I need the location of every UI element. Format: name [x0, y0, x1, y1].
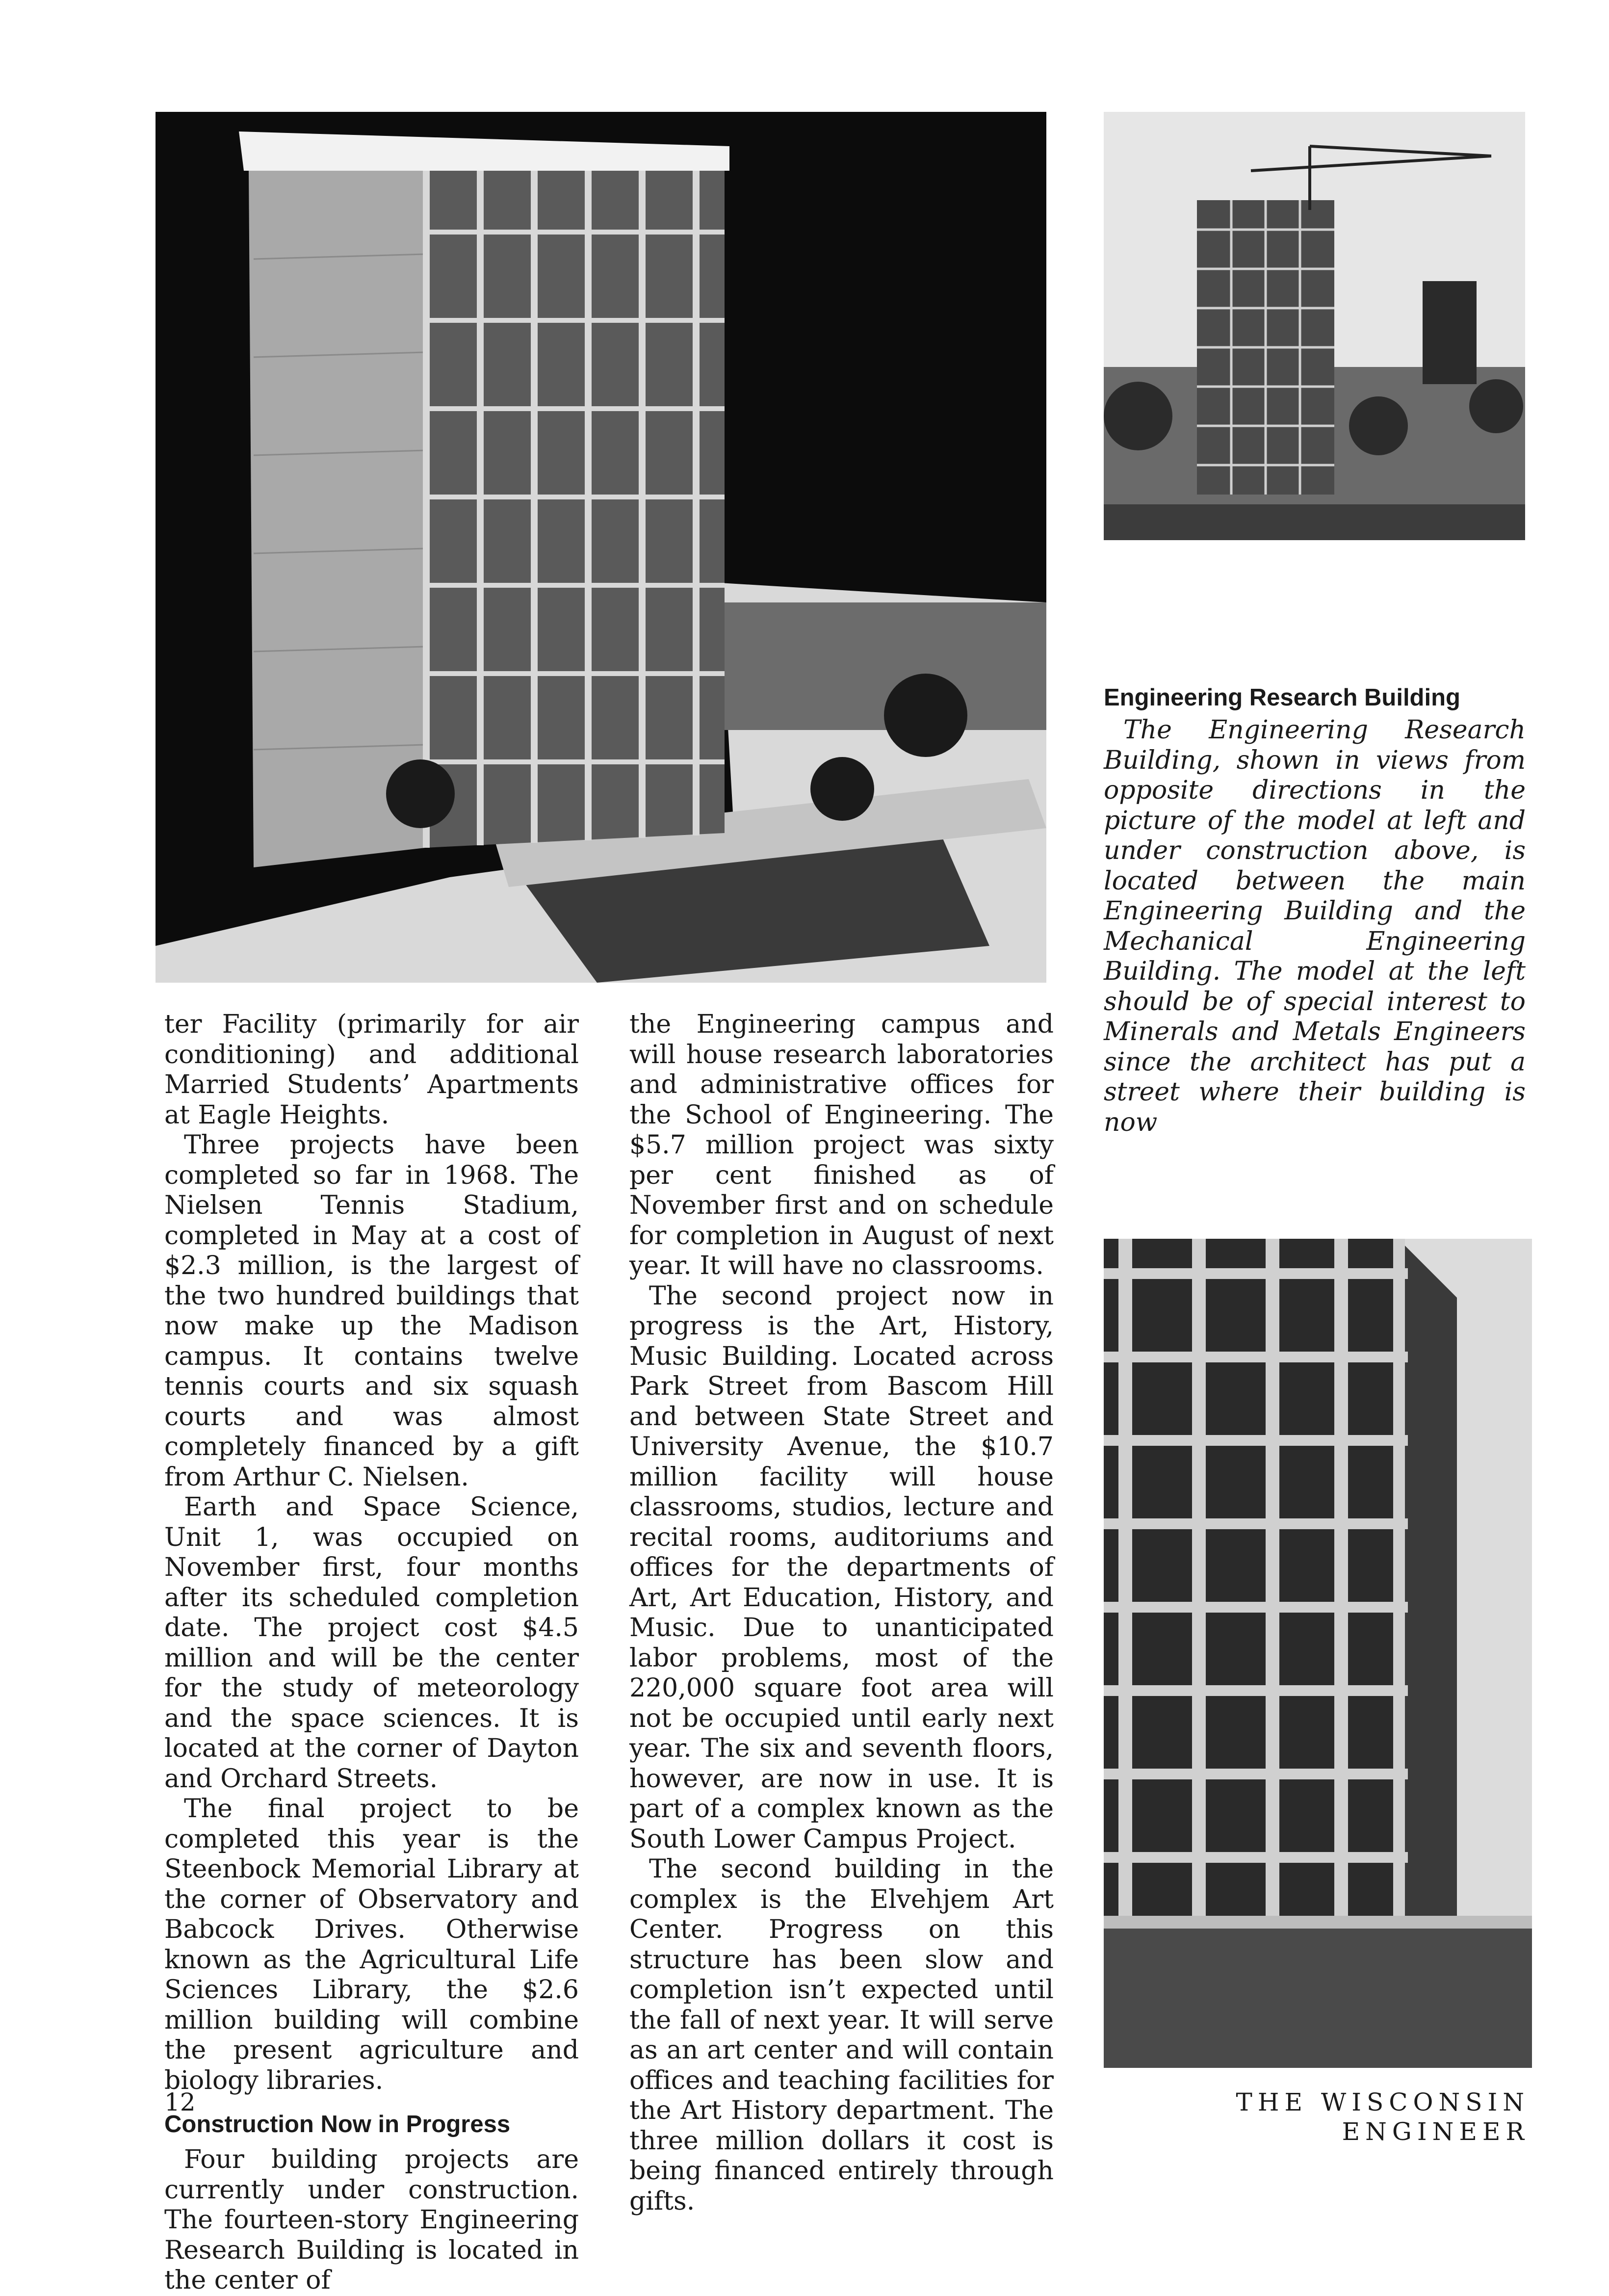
page-number: 12: [164, 2088, 196, 2116]
article-paragraph: Earth and Space Science, Unit 1, was occupied on November first, four months after its scheduled completion date. The project cost $4.5 million and will be the center for the study of meteorology and the space sciences. It is located at the corner of Dayton and Orchard Streets.: [164, 1492, 579, 1794]
article-paragraph: The final project to be completed this year is the Steenbock Memorial Library at the corner of Observatory and Babcock Drives. Otherwise known as the Agricultural Life Sciences Library, the $2.6 million building will combine the present agriculture and biology libraries.: [164, 1794, 579, 2095]
journal-name: THE WISCONSIN ENGINEER: [1236, 2088, 1530, 2146]
construction-frame-photo: [1104, 1239, 1532, 2068]
crane-building-icon: [1104, 112, 1525, 540]
article-left-column: [164, 1010, 579, 2296]
article-paragraph: Three projects have been completed so far in 1968. The Nielsen Tennis Stadium, completed in May at a cost of $2.3 million, is the largest of the two hundred buildings that now make up the Madison campus. It contains twelve tennis courts and six squash courts and was almost completely financed by a gift from Arthur C. Nielsen.: [164, 1130, 579, 1492]
caption-heading: Engineering Research Building: [1104, 684, 1460, 711]
caption-body: The Engineering Research Building, shown in views from opposite directions in the picture of the model at left and under construction above, is located between the main Engineering Building and the Mechanical Engineering Building. The model at the left should be of special interest to Minerals and Metals Engineers since the architect has put a street where their building is now: [1104, 715, 1526, 1137]
photo-caption: [1104, 683, 1526, 1138]
article-paragraph: the Engineering campus and will house research laboratories and administrative offices for the School of Engineering. The $5.7 million project was sixty per cent finished as of November first and on schedule for completion in August of next year. It will have no classrooms.: [629, 1010, 1054, 1280]
article-paragraph: Four building projects are currently under construction. The fourteen-story Engineering Research Building is located in the center of: [164, 2145, 579, 2295]
article-paragraph: ter Facility (primarily for air conditioning) and additional Married Students’ Apartments at Eagle Heights.: [164, 1010, 579, 1130]
article-middle-column: [629, 1010, 1054, 2217]
section-heading: Construction Now in Progress: [164, 2111, 511, 2138]
article-paragraph: The second project now in progress is the Art, History, Music Building. Located across Park Street from Bascom Hill and between State Street and University Avenue, the $10.7 million facility will house classrooms, studios, lecture and recital rooms, auditoriums and offices for the departments of Art, Art Education, History, and Music. Due to unanticipated labor problems, most of the 220,000 square foot area will not be occupied until early next year. The six and seventh floors, however, are now in use. It is part of a complex known as the South Lower Campus Project.: [629, 1281, 1054, 1854]
article-paragraph: The second building in the complex is the Elvehjem Art Center. Progress on this structure has been slow and completion isn’t expected until the fall of next year. It will serve as an art center and will contain offices and teaching facilities for the Art History department. The three million dollars it cost is being financed entirely through gifts.: [629, 1854, 1054, 2216]
building-model-icon: [156, 112, 1046, 983]
building-model-photo: [156, 112, 1046, 983]
construction-crane-photo: [1104, 112, 1525, 540]
concrete-frame-icon: [1104, 1239, 1532, 2068]
